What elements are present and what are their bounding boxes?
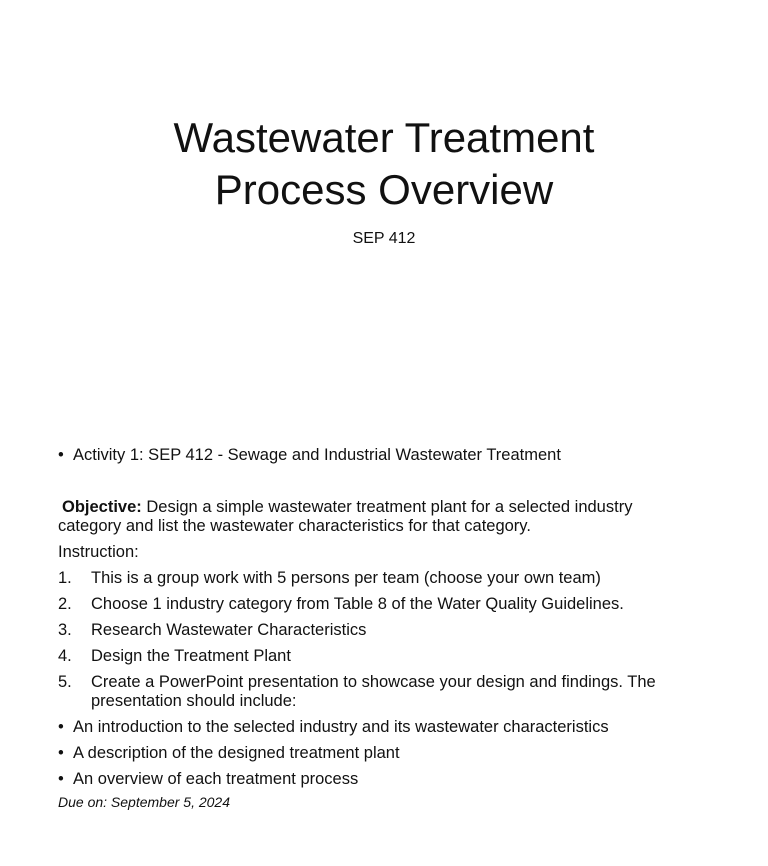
step-text: Choose 1 industry category from Table 8 of the Water Quality Guidelines. [91,595,624,613]
step-number: 5. [58,673,72,691]
step-number: 1. [58,569,72,587]
objective-text-line-1: Design a simple wastewater treatment plant for a selected industry [146,498,633,516]
include-text: A description of the designed treatment plant [73,744,400,762]
title-line-1: Wastewater Treatment [173,114,595,161]
steps-list [58,569,718,711]
list-item [58,569,718,588]
list-item [58,673,718,711]
list-item [58,770,718,789]
list-item [58,595,718,614]
list-item [58,647,718,666]
step-text: Create a PowerPoint presentation to showcase your design and findings. The presentation should include: [91,673,656,710]
list-item [58,744,718,763]
include-text: An introduction to the selected industry and its wastewater characteristics [73,718,609,736]
objective-text-line-2: category and list the wastewater characteristics for that category. [58,517,531,535]
subtitle: SEP 412 [352,230,416,247]
step-text: Research Wastewater Characteristics [91,621,367,639]
page-title [0,112,768,216]
objective-paragraph [58,498,718,536]
title-slide [0,0,768,290]
activity-text: Activity 1: SEP 412 - Sewage and Industrial Wastewater Treatment [73,446,561,464]
bullet-icon: • [58,770,64,788]
activity-heading [58,446,718,465]
step-text: This is a group work with 5 persons per team (choose your own team) [91,569,601,587]
step-number: 2. [58,595,72,613]
presentation-contents-list [58,718,718,789]
bullet-icon: • [58,446,64,464]
activity-slide-content [58,446,718,811]
bullet-icon: • [58,718,64,736]
step-number: 3. [58,621,72,639]
step-text: Design the Treatment Plant [91,647,291,665]
bullet-icon: • [58,744,64,762]
step-number: 4. [58,647,72,665]
list-item [58,718,718,737]
include-text: An overview of each treatment process [73,770,359,788]
instruction-label: Instruction: [58,543,139,561]
objective-label: Objective: [62,498,142,516]
due-date: Due on: September 5, 2024 [58,794,231,810]
title-line-2: Process Overview [214,166,554,213]
list-item [58,621,718,640]
